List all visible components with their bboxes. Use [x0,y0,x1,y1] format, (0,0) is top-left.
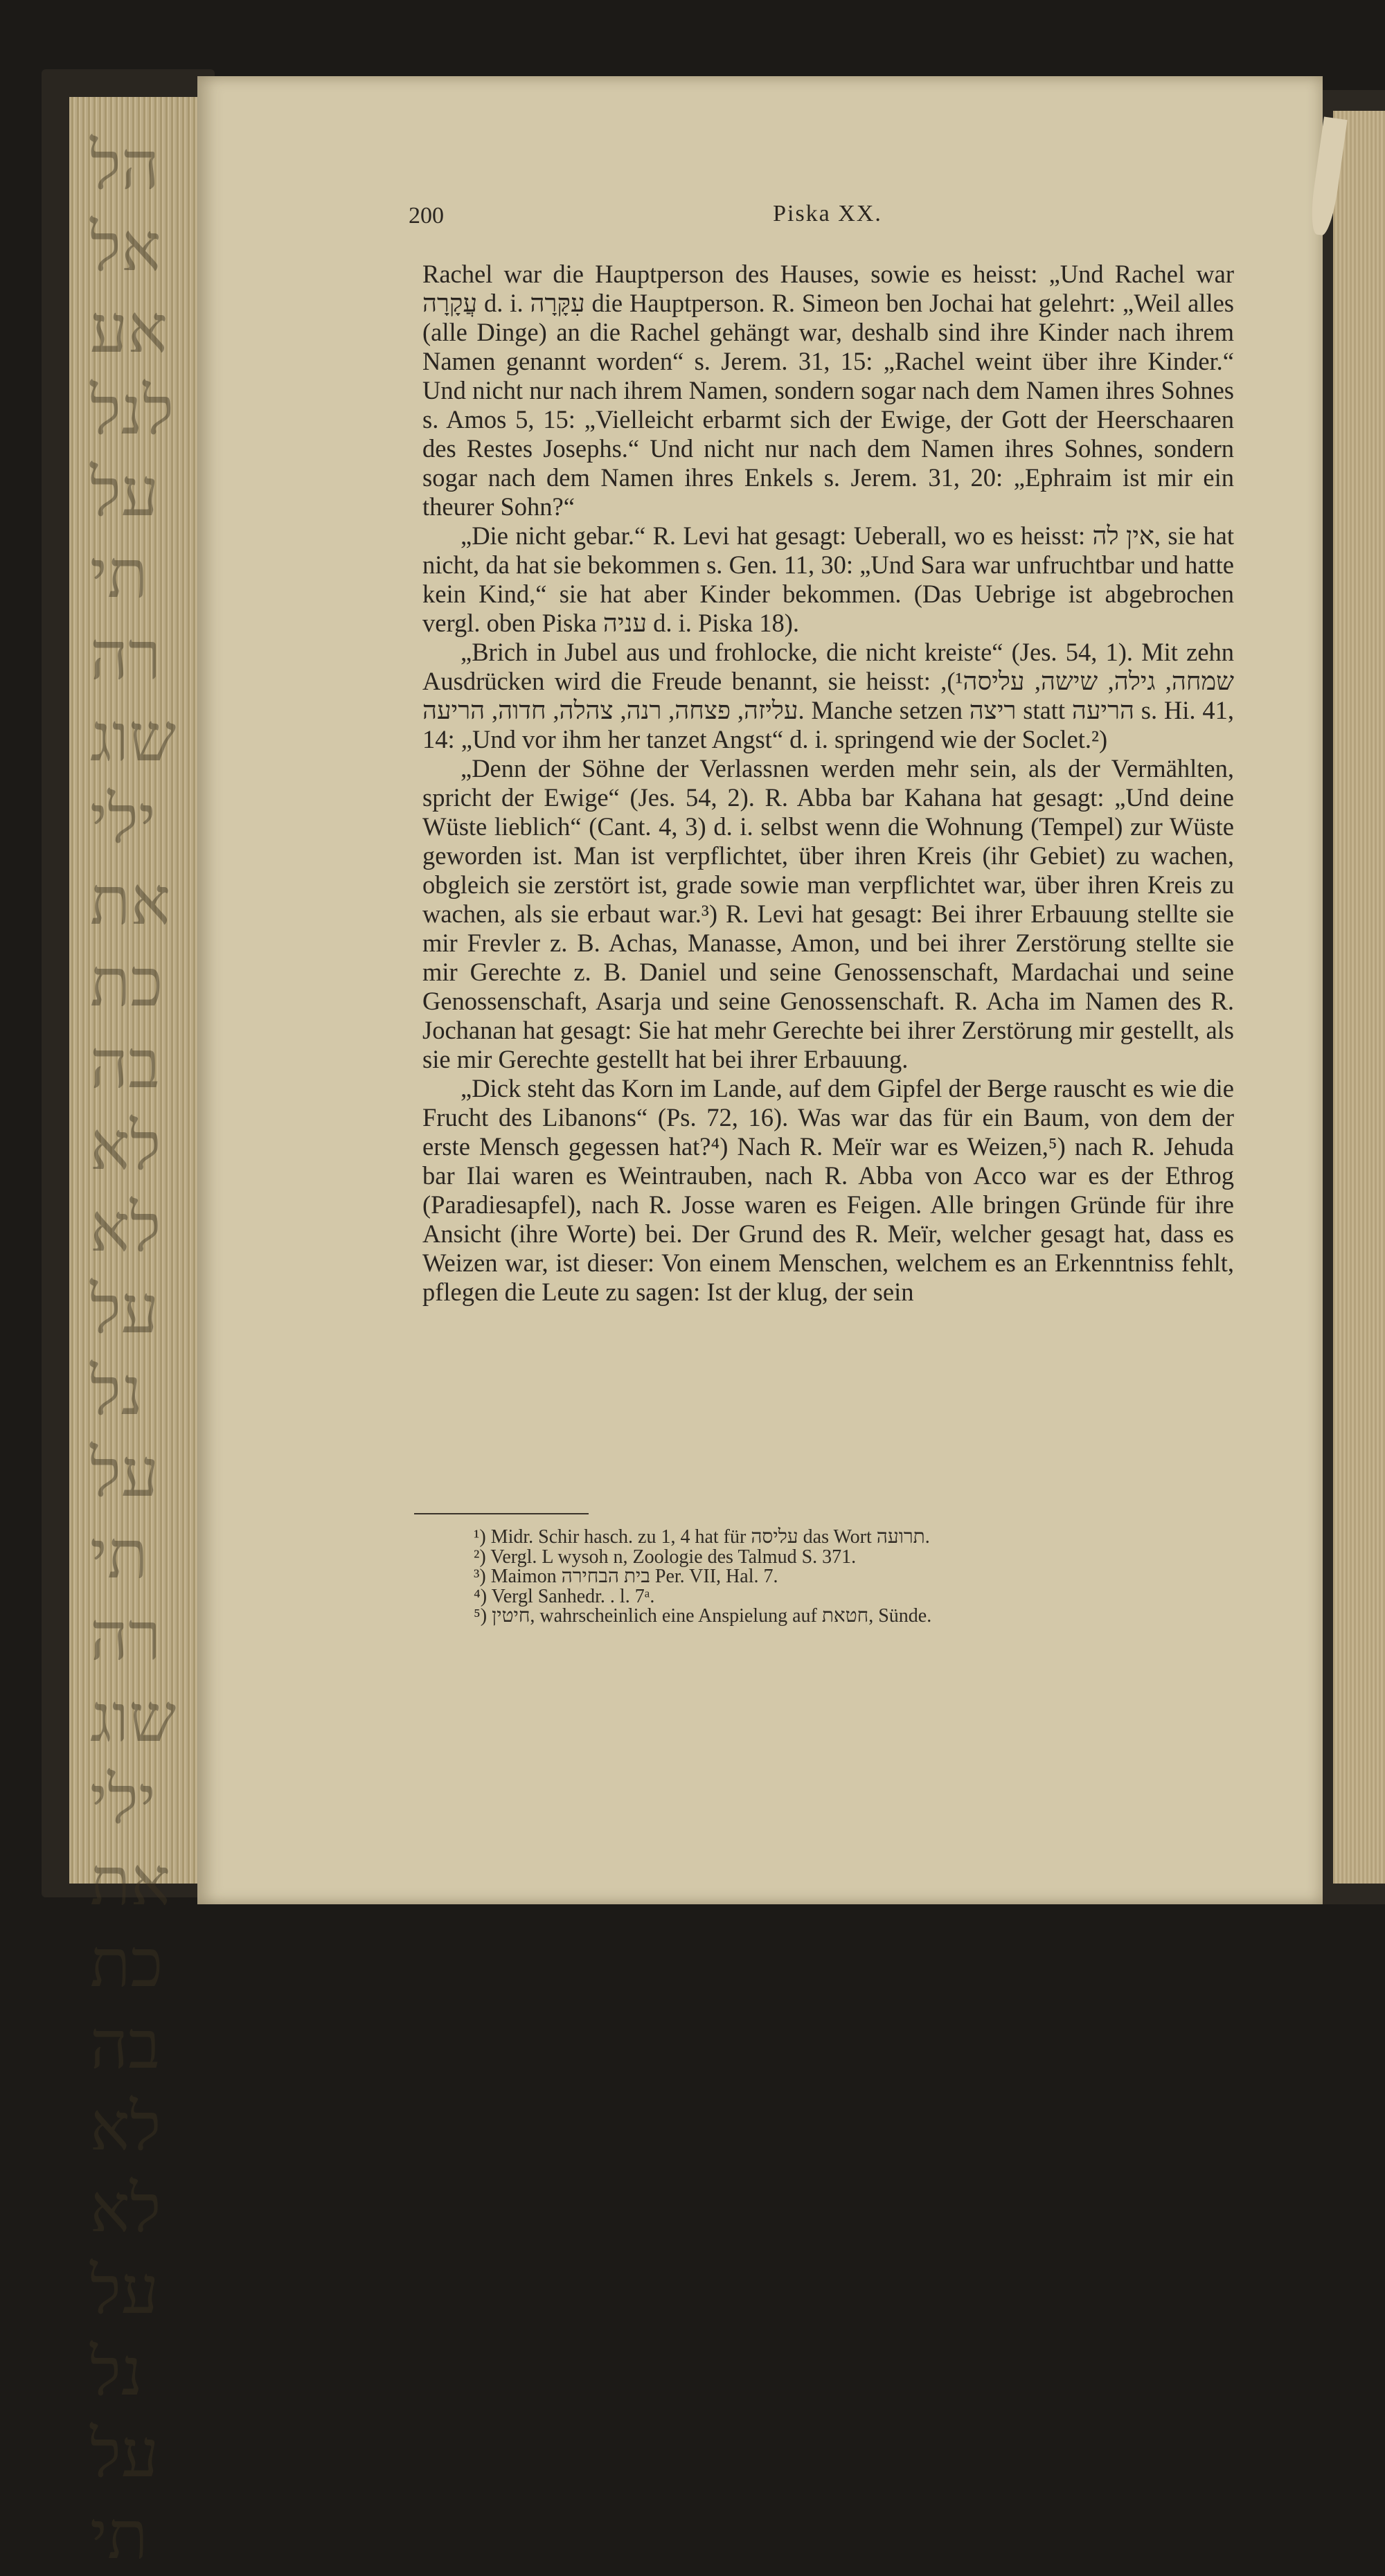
paragraph: „Dick steht das Korn im Lande, auf dem Gipfel der Berge rauscht es wie die Frucht des Libanons“ (Ps. 72, 16). Was war das für ein Baum, von dem der erste Mensch gegessen hat?⁴) Nach R. Meïr war es Weizen,⁵) nach R. Jehuda bar Ilai waren es Weintrauben, nach R. Abba von Acco war es der Ethrog (Paradiesapfel), nach R. Josse waren es Feigen. Alle bringen Gründe für ihre Ansicht (ihre Worte) bei. Der Grund des R. Meïr, welcher gesagt hat, dass es Weizen war, ist dieser: Von einem Menschen, welchem es an Erkenntniss fehlt, pflegen die Leute zu sagen: Ist der klug, der sein [422,1074,1234,1306]
paragraph: „Die nicht gebar.“ R. Levi hat gesagt: Ueberall, wo es heisst: אין לה, sie hat nicht, da hat sie bekommen s. Gen. 11, 30: „Und Sara war unfruchtbar und hatte kein Kind,“ sie hat aber Kinder bekommen. (Das Uebrige ist abgebrochen vergl. oben Piska עניה d. i. Piska 18). [422,521,1234,637]
page-number: 200 [409,203,444,229]
paragraph: „Brich in Jubel aus und frohlocke, die nicht kreiste“ (Jes. 54, 1). Mit zehn Ausdrücken wird die Freude benannt, sie heisst: שמחה, גילה, שישה, עליסה¹), עליזה, פצחה, רנה, צהלה, חדוה, הריעה. Manche setzen ריצה statt הריעה s. Hi. 41, 14: „Und vor ihm her tanzet Angst“ d. i. springend wie der Soclet.²) [422,638,1234,753]
footnote: ⁴) Vergl Sanhedr. . l. 7ᵃ. [474,1585,655,1607]
paragraph: „Denn der Söhne der Verlassnen werden mehr sein, als der Vermählten, spricht der Ewige“ (Jes. 54, 2). R. Abba bar Kahana hat gesagt: „Und deine Wüste lieblich“ (Cant. 4, 3) d. i. selbst wenn die Wohnung (Tempel) zur Wüste geworden ist. Man ist verpflichtet, über ihren Kreis (ihr Gebiet) zu wachen, obgleich sie zerstört ist, grade sowie man verpflichtet war, über ihren Kreis zu wachen, als sie erbaut war.³) R. Levi hat gesagt: Bei ihrer Erbauung stellte sie mir Frevler z. B. Achas, Manasse, Amon, und bei ihrer Zerstörung stellte sie mir Gerechte z. B. Daniel und seine Genossenschaft, Mardachai und seine Genossenschaft, Asarja und seine Genossenschaft. R. Acha im Namen des R. Jochanan hat gesagt: Sie hat mehr Gerechte bei ihrer Zerstörung mir gestellt, als sie mir Gerechte gestellt hat bei ihrer Erbauung. [422,754,1234,1073]
footnotes [474,1528,1173,1627]
footnote: ¹) Midr. Schir hasch. zu 1, 4 hat für עליסה das Wort תרועה. [474,1526,930,1548]
footnote-separator [414,1513,589,1514]
footnote: ³) Maimon בית הבחירה Per. VII, Hal. 7. [474,1566,778,1587]
edge-lettering: הלאלאעלנלעלתירהשוגיליאתכתבהלאלאעלנלעלתירהשוגיליאתכתבהלאלאעלנלעלתי [90,127,177,2574]
footnote: ²) Vergl. L wysoh n, Zoologie des Talmud S. 371. [474,1546,857,1568]
running-title: Piska XX. [773,201,882,226]
page-edges-right [1333,111,1385,1884]
paragraph: Rachel war die Hauptperson des Hauses, sowie es heisst: „Und Rachel war עֲקָרָה d. i. עִקָּרָה die Hauptperson. R. Simeon ben Jochai hat gelehrt: „Weil alles (alle Dinge) an die Rachel gehängt war, deshalb sind ihre Kinder nach ihrem Namen genannt worden“ s. Jerem. 31, 15: „Rachel weint über ihre Kinder.“ Und nicht nur nach ihrem Namen, sondern sogar nach dem Namen ihres Sohnes s. Amos 5, 15: „Vielleicht erbarmt sich der Ewige, der Gott der Heerschaaren des Restes Josephs.“ Und nicht nur nach dem Namen ihres Sohnes, sondern sogar nach dem Namen ihres Enkels s. Jerem. 31, 20: „Ephraim ist mir ein theurer Sohn?“ [422,260,1234,521]
main-text [422,260,1234,1307]
footnote: ⁵) חיטין, wahrscheinlich eine Anspielung auf חטאת, Sünde. [474,1605,932,1627]
